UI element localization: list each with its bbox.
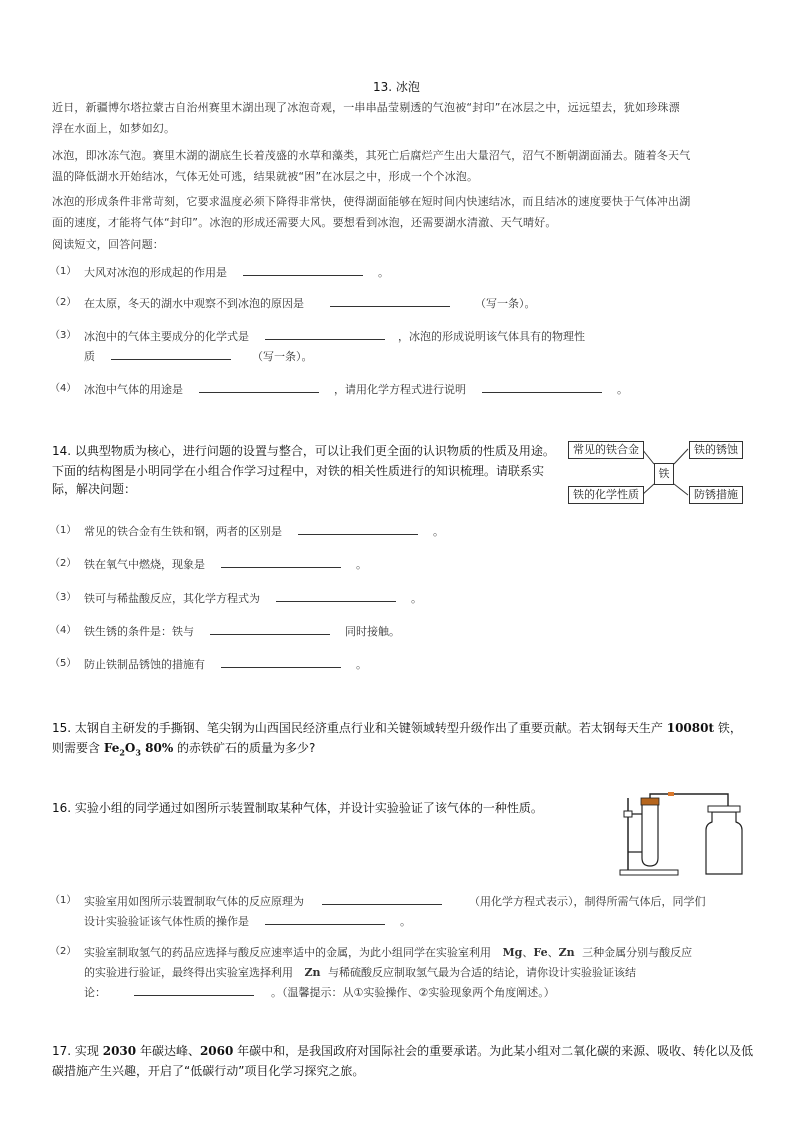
q14-head-line3: 际，解决问题： [52,482,137,496]
q13-para1-line2: 浮在水面上，如梦如幻。 [52,122,176,135]
q13-title: 13. 冰泡 [373,80,420,94]
q14-item-2: （2） 铁在氧气中燃烧，现象是 。 [50,552,76,575]
q14-4-answer-blank[interactable] [210,622,330,635]
q13-1-answer-blank[interactable] [243,263,363,276]
q16-item-2: （2） 实验室制取氢气的药品应选择与酸反应速率适中的金属，为此小组同学在实验室利用 Mg、Fe、Zn 三种金属分别与酸反应 的实验进行验证，最终得出实验室选择利用 Zn 与稀硫酸反应制取氢气最为合适的结论，请你设计实验验证该结 论： 。（温馨提示：从①实验操作、②实验现象两个角度阐述。） [50,946,693,999]
q17-head-line1: 17. 实现 2030 年碳达峰、2060 年碳中和，是我国政府对国际社会的重要承诺。为此某小组对二氧化碳的来源、吸收、转化以及低 [52,1044,754,1058]
q14-1-answer-blank[interactable] [298,522,418,535]
q16-head: 16. 实验小组的同学通过如图所示装置制取某种气体，并设计实验验证了该气体的一种性质。 [52,801,543,815]
q13-para2-line2: 温的降低湖水开始结冰，气体无处可逃，结果就被“困”在冰层之中，形成一个个冰泡。 [52,170,479,183]
diagram-box-iron: 铁 [654,463,674,485]
diagram-box-iron-chemical-properties: 铁的化学性质 [568,486,644,504]
q13-2-answer-blank[interactable] [330,294,450,307]
q16-1-answer-blank-1[interactable] [322,892,442,905]
diagram-box-iron-rusting: 铁的锈蚀 [689,441,743,459]
gas-apparatus-illustration [610,792,750,880]
q16-item-1: （1） 实验室用如图所示装置制取气体的反应原理为 （用化学方程式表示），制得所需气体后，同学们 设计实验验证该气体性质的操作是 。 [50,889,76,912]
q14-5-answer-blank[interactable] [221,655,341,668]
q14-item-5: （5） 防止铁制品锈蚀的措施有 。 [50,652,76,675]
q13-3-answer-blank-2[interactable] [111,347,231,360]
q14-item-4: （4） 铁生锈的条件是：铁与 同时接触。 [50,619,76,642]
q13-para3-line2: 面的速度，才能将气体“封印”。冰泡的形成还需要大风。要想看到冰泡，还需要湖水清澈、天气晴好。 [52,216,557,229]
q15-head-line1: 15. 太钢自主研发的手撕钢、笔尖钢为山西国民经济重点行业和关键领域转型升级作出了重要贡献。若太钢每天生产 10080t 铁， [52,721,742,735]
q13-prompt: 阅读短文，回答问题： [52,238,164,251]
q16-2-answer-blank[interactable] [134,983,254,996]
diagram-box-rust-prevention: 防锈措施 [689,486,743,504]
q17-head-line2: 碳措施产生兴趣，开启了“低碳行动”项目化学习探究之旅。 [52,1064,365,1078]
diagram-box-iron-alloys: 常见的铁合金 [568,441,644,459]
q14-head-line1: 14. 以典型物质为核心，进行问题的设置与整合，可以让我们更全面的认识物质的性质及用途。 [52,444,555,458]
q13-item-3: （3） 冰泡中的气体主要成分的化学式是 ，冰泡的形成说明该气体具有的物理性 质 （写一条）。 [50,324,76,347]
q16-1-answer-blank-2[interactable] [265,912,385,925]
q15-head-line2: 则需要含 $Fe_2O_3$ 80% 的赤铁矿石的质量为多少? [52,741,316,758]
q13-item-2: （2） 在太原，冬天的湖水中观察不到冰泡的原因是 （写一条）。 [50,291,76,314]
q13-4-answer-blank-1[interactable] [199,380,319,393]
q13-para2-line1: 冰泡，即冰冻气泡。赛里木湖的湖底生长着茂盛的水草和藻类，其死亡后腐烂产生出大量沼气，沼气不断朝湖面涌去。随着冬天气 [52,149,691,162]
q14-item-1: （1） 常见的铁合金有生铁和钢，两者的区别是 。 [50,519,76,542]
q13-item-4: （4） 冰泡中气体的用途是 ，请用化学方程式进行说明 。 [50,377,76,400]
q13-4-answer-blank-2[interactable] [482,380,602,393]
q13-item-1: （1） 大风对冰泡的形成起的作用是 。 [50,260,76,283]
q14-2-answer-blank[interactable] [221,555,341,568]
q14-head-line2: 下面的结构图是小明同学在小组合作学习过程中，对铁的相关性质进行的知识梳理。请联系实 [52,464,545,478]
q13-para1-line1: 近日，新疆博尔塔拉蒙古自治州赛里木湖出现了冰泡奇观，一串串晶莹剔透的气泡被“封印”在冰层之中，远远望去，犹如珍珠漂 [52,101,680,114]
q14-3-answer-blank[interactable] [276,589,396,602]
q14-item-3: （3） 铁可与稀盐酸反应，其化学方程式为 。 [50,586,76,609]
q13-3-answer-blank-1[interactable] [265,327,385,340]
q13-para3-line1: 冰泡的形成条件非常苛刻，它要求温度必须下降得非常快，使得湖面能够在短时间内快速结冰，而且结冰的速度要快于气体冲出湖 [52,195,691,208]
